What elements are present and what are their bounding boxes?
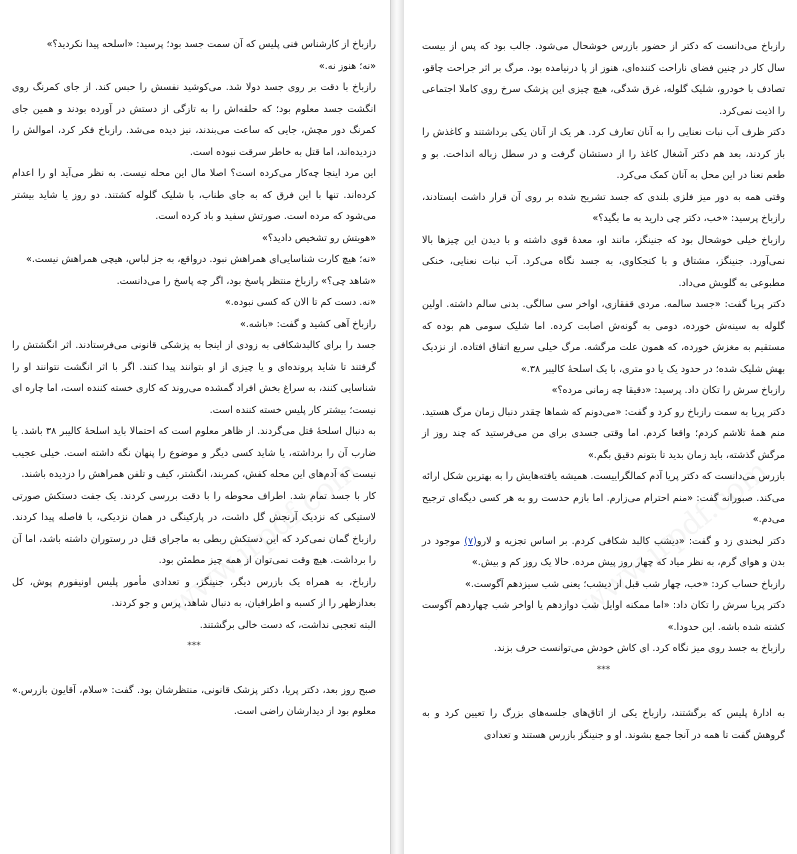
paragraph-start: دکتر لبخندی زد و گفت: «دیشب کالبد شکافی کردم. بر اساس تجزیه و لارو [476,535,785,547]
paragraph: رازباخ خیلی خوشحال بود که جنینگز، مانند او، معدهٔ قوی داشته و با دیدن این چیزها بالا نمی‌آورد. جنینگز، مشتاق و با کنجکاوی، به جسد نگاه می‌کرد. آب نبات نعنایی، خنکی مطبوعی به گلویش می‌داد. [422,234,785,289]
right-page [404,0,797,854]
paragraph: بازرس می‌دانست که دکتر پریا آدم کمالگراییست. همیشه یافته‌هایش را به بهترین شکل ارائه می‌کند. صبورانه گفت: «منم احترام می‌زارم. اما بازم حدست رو به هر کسی دیگه‌ای ترجیح می‌دم.» [422,471,785,525]
paragraph: رازباخ سرش را تکان داد. پرسید: «دقیقا چه زمانی مرده؟» [551,385,785,396]
paragraph: «نه. دست کم تا الان که کسی نبوده.» [224,297,376,308]
paragraph: دکتر پریا سرش را تکان داد: «اما ممکنه اوایل شب دوازدهم یا اواخر شب چهاردهم آگوست کشته شده باشه. این حدودا.» [422,600,785,633]
paragraph: «نه؛ هنوز نه.» [318,60,376,72]
paragraph-with-footnote [422,531,785,574]
paragraph: صبح روز بعد، دکتر پریا، دکتر پزشک قانونی، منتظرشان بود. گفت: «سلام، آقایون بازرس.» معلوم بود از دیدارشان راضی است. [12,684,376,717]
paragraph: رازباخ با دقت بر روی جسد دولا شد. می‌کوشید نفسش را حبس کند. از جای کمرنگ روی انگشت جسد معلوم بود؛ که حلقه‌اش را به تازگی از دستش در آورده بودند و همین جای کمرنگ دور مچش، جایی که ساعت می‌بندند، نیز دیده می‌شد. رازباخ فکر کرد، اموالش را دزدیده‌اند، اما قتل به خاطر سرقت نبوده است. [12,82,376,158]
right-page-text [422,36,785,746]
paragraph: دکتر ظرف آب نبات نعنایی را به آنان تعارف کرد. هر یک از آنان یکی برداشتند و کاغذش را باز کردند، بعد هم دکتر آشغال کاغذ را از دستشان گرفت و در سطل زباله انداخت. بو و طعم نعنا در این محل به آنان کمک می‌کرد. [422,127,785,181]
paragraph: وقتی همه به دور میز فلزی بلندی که جسد تشریح شده بر روی آن قرار داشت ایستادند، رازباخ پرسید: «خب، دکتر چی دارید به ما بگید؟» [422,191,785,224]
section-separator: *** [596,664,611,675]
left-page-text [12,34,376,723]
paragraph: رازباخ، به همراه یک بازرس دیگر، جنینگز، و تعدادی مأمور پلیس اونیفورم پوش، کل بعدازظهر را از کسبه و اطرافیان، به دنبال شاهد، پرس و جو کردند. [12,576,376,609]
paragraph: رازباخ حساب کرد: «خب، چهار شب قبل از دیشب؛ یعنی شب سیزدهم آگوست.» [465,578,785,590]
paragraph: به دنبال اسلحهٔ قتل می‌گردند. از ظاهر معلوم است که احتمالا باید اسلحهٔ کالیبر ۳۸ باشد. یا ضارب آن را برداشته، یا شاید کسی دیگر و موضوع را پنهان نگه داشته است. خیلی عجیب نیست که آدم‌های این محله کفش، کمربند، انگشتر، کیف و تلفن همراهش را دزدیده باشند. [12,426,376,480]
left-page [0,0,390,854]
footnote-link[interactable]: (۷) [464,535,477,547]
paragraph: رازباخ به جسد روی میز نگاه کرد. ای کاش خودش می‌توانست حرف بزند. [493,643,785,654]
paragraph: رازباخ آهی کشید و گفت: «باشه.» [239,318,376,330]
paragraph: «هویتش رو تشخیص دادید؟» [261,232,376,244]
paragraph-end: موجود در بدن و هوای گرم، به نظر میاد که چهار روز پیش مرده. حالا یک روز کم و بیش.» [422,535,785,568]
paragraph: دکتر پریا به سمت رازباخ رو کرد و گفت: «می‌دونم که شماها چقدر دنبال زمان مرگ هستید. منم همهٔ تلاشم کردم؛ واقعا کردم. اما وقتی جسدی برای من می‌فرستید که چند روز از مرگش گذشته، باید زمان بدید تا بتونم دقیق بگم.» [422,406,785,461]
paragraph: البته تعجبی نداشت، که دست خالی برگشتند. [199,619,376,631]
paragraph: «نه؛ هیچ کارت شناسایی‌ای همراهش نبود. درواقع، به جز لباس، هیچی همراهش نیست.» [25,254,376,265]
paragraph: این مرد اینجا چه‌کار می‌کرده است؟ اصلا مال این محله نیست. به نظر می‌آید او را اعدام کرده‌اند. تنها با این فرق که به جای طناب، با شلیک گلوله کشتند. دو روز یا شاید بیشتر می‌شود که مرده است. صورتش سفید و باد کرده است. [12,168,376,222]
paragraph: جسد را برای کالبدشکافی به زودی از اینجا به پزشکی قانونی می‌فرستادند. اثر انگشتش را گرفتند تا شاید پرونده‌ای و یا چیزی از او بتوانند پیدا کنند. اگر با اثر انگشت نتوانند او را شناسایی کنند، به سراغ بخش افراد گمشده می‌روند که کاری خسته کننده است، اما چاره ای نیست؛ بیشتر کار پلیس خسته کننده است. [12,340,376,416]
paragraph: به ادارهٔ پلیس که برگشتند، رازباخ یکی از اتاق‌های جلسه‌های بزرگ را تعیین کرد و به گروهش گفت تا همه در آنجا جمع بشوند. او و جنینگز بازرس هستند و تعدادی [422,708,785,741]
section-separator: *** [187,641,201,651]
paragraph: رازباخ از کارشناس فنی پلیس که آن سمت جسد بود؛ پرسید: «اسلحه پیدا نکردید؟» [46,39,376,50]
paragraph: «شاهد چی؟» رازباخ منتظر پاسخ بود، اگر چه پاسخ را می‌دانست. [116,275,376,287]
paragraph: دکتر پریا گفت: «جسد سالمه. مردی قفقازی، اواخر سی سالگی. بدنی سالم داشته. اولین گلوله به سینه‌ش خورده، دومی به گونه‌ش اصابت کرده. اما شلیک سومی هم بوده که مستقیم به مغزش خورده، که همون علت مرگشه. مرگ خیلی سریع اتفاق افتاده. از نزدیک بهش شلیک شده؛ در حدود یک یا دو متری، با یک اسلحهٔ کالیبر ۳۸.» [422,299,785,375]
paragraph: رازباخ می‌دانست که دکتر از حضور بازرس خوشحال می‌شود. جالب بود که پس از بیست سال کار در چنین فضای ناراحت کننده‌ای، هنوز از پا درنیامده بود. مرگ بر اثر جراحت چاقو، تصادف با خودرو، شلیک گلوله، غرق شدگی، هیچ چیزی این پزشک سرخ روی کاملا اجتماعی را اذیت نمی‌کرد. [422,41,785,117]
paragraph: کار با جسد تمام شد. اطراف محوطه را با دقت بررسی کردند. یک جفت دستکش صورتی لاستیکی که نزدیک آرنجش گل داشت، در پارکینگی در همان نزدیکی، با فاصله پیدا کردند. رازباخ گمان نمی‌کرد که این دستکش ربطی به ماجرای قتل در رستوران داشته باشد، اما آن را برداشت. هیچ وقت نمی‌توان از همه چیز مطمئن بود. [12,490,376,566]
